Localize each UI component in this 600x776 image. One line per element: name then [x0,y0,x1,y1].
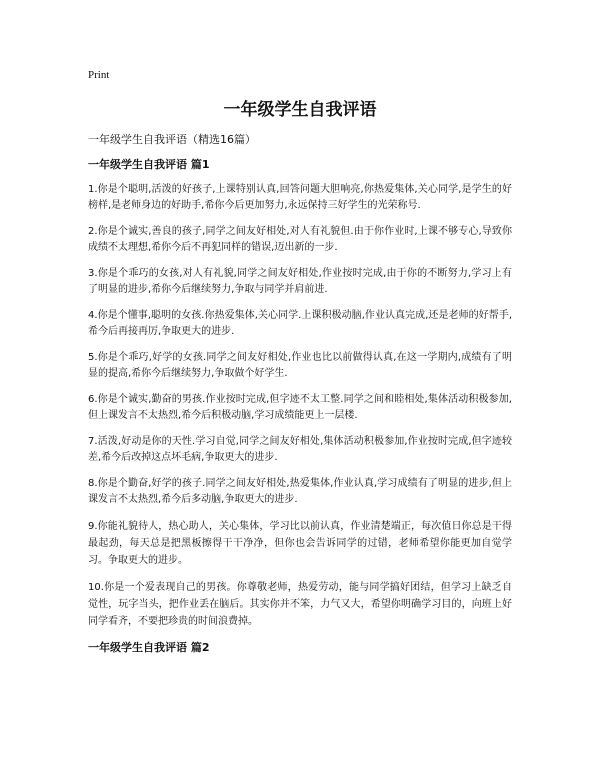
section-1 [88,157,512,630]
comment-paragraph-7: 7.活泼,好动是你的天性.学习自觉,同学之间友好相处,集体活动积极参加,作业按时完成,但字迹较差,希今后改掉这点坏毛病,争取更大的进步. [88,436,512,463]
comment-paragraph-2: 2.你是个诚实,善良的孩子,同学之间友好相处,对人有礼貌但.由于你作业时,上课不够专心,导致你成绩不太理想,希你今后不再犯同样的错误,迈出新的一步. [88,226,512,253]
comment-paragraph-9: 9.你能礼貌待人，热心助人，关心集体，学习比以前认真，作业清楚端正，每次值日你总是干得最起劲，每天总是把黑板擦得干干净净，但你也会告诉同学的过错，老师希望你能更加自觉学习。争取更大的进步。 [88,521,512,566]
section-heading: 一年级学生自我评语 篇2 [88,641,210,654]
section-2 [88,640,512,655]
comment-paragraph-6: 6.你是个诚实,勤奋的男孩.作业按时完成,但字迹不太工整.同学之间和睦相处,集体活动积极参加,但上课发言不太热烈,希今后积极动脑,学习成绩能更上一层楼. [88,394,512,421]
comment-paragraph-4: 4.你是个懂事,聪明的女孩.你热爱集体,关心同学.上课积极动脑,作业认真完成,还是老师的好帮手,希今后再接再厉,争取更大的进步. [88,310,512,337]
document-title: 一年级学生自我评语 [223,100,377,120]
comment-paragraph-1: 1.你是个聪明,活泼的好孩子,上课特别认真,回答问题大胆响亮,你热爱集体,关心同学,是学生的好榜样,是老师身边的好助手,希你今后更加努力,永远保持三好学生的光荣称号. [88,184,512,211]
section-heading: 一年级学生自我评语 篇1 [88,158,210,171]
comment-paragraph-8: 8.你是个勤奋,好学的孩子.同学之间友好相处,热爱集体,作业认真,学习成绩有了明显的进步,但上课发言不太热烈,希今后多动脑,争取更大的进步. [88,478,512,505]
comment-paragraph-5: 5.你是个乖巧,好学的女孩.同学之间友好相处,作业也比以前做得认真,在这一学期内,成绩有了明显的提高,希你今后继续努力,争取做个好学生. [88,352,512,379]
comment-paragraph-10: 10.你是一个爱表现自己的男孩。你尊敬老师，热爱劳动，能与同学搞好团结，但学习上缺乏自觉性，玩字当头，把作业丢在脑后。其实你并不笨，力气又大，希望你明确学习目的，向班上好同学看齐，不要把珍贵的时间浪费掉。 [88,582,512,627]
print-link[interactable]: Print [88,69,110,81]
comment-paragraph-3: 3.你是个乖巧的女孩,对人有礼貌,同学之间友好相处,作业按时完成,由于你的不断努力,学习上有了明显的进步,希你今后继续努力,争取与同学并肩前进. [88,268,512,295]
document-subtitle: 一年级学生自我评语（精选16篇） [88,133,256,146]
